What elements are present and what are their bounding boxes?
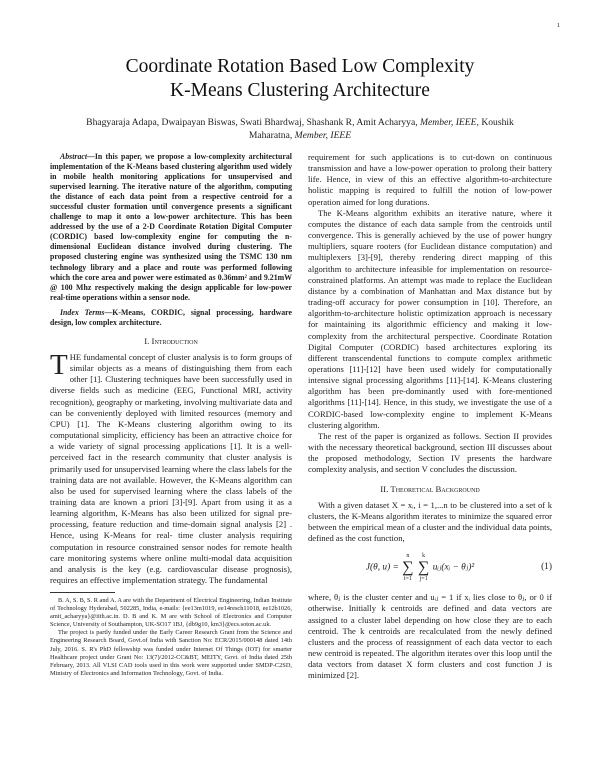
member-title-1: Member, IEEE [420, 117, 477, 128]
abstract-text: —In this paper, we propose a low-complexity architectural implementation of the K-Means based clustering algorithm used widely in mobile health monitoring applications for unsupervised and supervised learning. The iterative nature of the algorithm, computing the distance of each data point from a respective centroid for a successful cluster formation until convergence presents a significant challenge to map it onto a low-power architecture. This has been addressed by the use of a 2-D Coordinate Rotation Digital Computer (CORDIC) based low-complexity engine for computing the n-dimensional Euclidean distance involved during clustering. The proposed clustering engine was synthesized using the TSMC 130 nm technology library and a place and route was performed following which the core area and power were estimated as 0.36mm² and 9.21mW @ 100 Mhz respectively making the design applicable for low-power real-time operations within a sensor node. [50, 152, 292, 302]
footnote-affiliations: B. A, S. B, S. R and A. A are with the Department of Electrical Engineering, Indian Institute of Technology Hyderabad, 502285, India, e-mails: {ee13m1019, ee14resch11018, ee12b1026, amit_acharyya}@iith.ac.in. D. B and K. M are with School of Electronics and Computer Science, University of Southampton, UK-SO17 1BJ, {db9g10, km3}@ecs.soton.ac.uk. [50, 597, 292, 629]
member-title-2: Member, IEEE [294, 129, 352, 141]
sum-i-lower: i=1 [403, 575, 412, 582]
index-terms [50, 308, 292, 328]
background-paragraph-2: where, θⱼ is the cluster center and uᵢⱼ = 1 if xᵢ lies close to θⱼ, or 0 if otherwise. Initially k centroids are defined and data vectors are assigned to a cluster label depending on how close they are to each centroid. The k centroids are recalculated from the newly defined clusters and the process of reassignment of each data vector to each new centroid is repeated. The algorithm iterates over this loop until the data vectors from dataset X form clusters and cost function J is minimized [2]. [308, 592, 552, 681]
sum-j-lower: j=1 [419, 575, 428, 582]
author-list [70, 117, 530, 142]
author-line-2 [70, 130, 530, 143]
index-terms-text: —K-Means, CORDIC, signal processing, hardware design, low complex architecture. [50, 307, 293, 327]
equation-number: (1) [541, 561, 552, 572]
title-line-1: Coordinate Rotation Based Low Complexity [125, 56, 475, 77]
authors-names-2: Maharatna, [248, 129, 293, 141]
equation-lhs: J(θ, u) = [365, 562, 399, 573]
drop-cap: T [50, 348, 68, 381]
equation-1 [308, 547, 552, 587]
sum-i-upper: n [406, 552, 410, 559]
authors-names-tail: , Koushik [476, 117, 514, 128]
intro-paragraph-1-text: HE fundamental concept of cluster analysis is to form groups of similar objects as a means of distinguishing them from each other [1]. Clustering techniques have been successfully used in diverse fields such as medicine (EEG, Functional MRI, activity recognition), geography or marketing, involving multivariate data and can be conveniently deployed with limited resources (memory and CPU) [1]. The K-Means clustering algorithm owing to its computational simplicity, efficiency has been an attractive choice for a wide variety of signal processing applications [1]. It is a well-perceived fact in the research community that cluster analysis is primarily used for unsupervised learning where the class labels for the training data are not available. However, the K-Means algorithm can also be used for supervised learning where the class labels of the training data are known a priori [3]-[9]. Apart from using it as a learning algorithm, K-Means has also been utilized for signal pre-processing, feature reduction and time-domain signal analysis [2] . Hence, using K-Means for real- time cluster analysis requiring computation in resource constrained sensor nodes for remote health care monitoring systems where online multi-modal data acquisition and analysis is the key (e.g. cardiovascular disease prognosis), requires an effective implementation strategy. The fundamental [50, 351, 292, 586]
intro-paragraph-3: The rest of the paper is organized as follows. Section II provides with the necessary theoretical background, section III discusses about the proposed methodology, Section IV presents the hardware complexity analysis, and section V concludes the discussion. [308, 430, 552, 475]
abstract [50, 152, 292, 303]
left-column [50, 152, 292, 678]
title-line-2: K-Means Clustering Architecture [170, 80, 430, 101]
paper-title [40, 55, 560, 103]
sum-over-j [418, 552, 429, 583]
authors-names-1: Bhagyaraja Adapa, Dwaipayan Biswas, Swati Bhardwaj, Shashank R, Amit Acharyya, [86, 117, 418, 128]
intro-paragraph-continued: requirement for such applications is to cut-down on continuous transmission and have a low-power operation to prolong their battery life. Hence, in view of this an effective algorithm-to-architecture holistic mapping is required to fulfill the notion of low-power operation aimed for long durations. [308, 152, 552, 207]
equation-body [308, 552, 532, 583]
author-line-1 [70, 117, 530, 130]
section-2-heading: II. Theoretical Background [380, 483, 480, 494]
sum-j-upper: k [422, 552, 426, 559]
right-column [308, 152, 552, 682]
abstract-label: Abstract [60, 152, 88, 161]
equation-term: uᵢⱼ(xᵢ − θⱼ)² [432, 562, 475, 573]
section-1-heading: I. Introduction [144, 335, 198, 346]
intro-paragraph-2: The K-Means algorithm exhibits an iterative nature, where it computes the distance of each data sample from the centroids until convergence. This is generally achieved by the use of power hungry multipliers, square rooters (for Euclidean distance computation) and multiplexers [3]-[9], thereby rendering direct mapping of this algorithm to architecture infeasible for implementation on resource-constrained platforms. An attempt was made to replace the Euclidean distance by a combination of Manhattan and Max distance but by trading-off accuracy for power consumption in [10]. Therefore, an algorithm-to-architecture holistic optimization approach is necessary for maintaining its algorithmic efficiency and making it low-complexity from the architectural perspective. Coordinate Rotation Digital Computer (CORDIC) based architectures exploring its different transcendental functions to compute complex arithmetic operations [11]-[12] have been used widely for computationally intensive signal processing algorithms [11]-[14]. K-Means clustering algorithm has been pre-dominantly used with fore-mentioned algorithms [11]-[14]. Hence, in this study, we investigate the use of a CORDIC-based low-complexity engine to implement K-Means clustering algorithm. [308, 207, 552, 430]
background-paragraph-1: With a given dataset X = xᵢ, i = 1,...n to be clustered into a set of k clusters, the K-Means algorithm iterates to minimize the squared error between the empirical mean of a cluster and the individual data points, defined as the cost function, [308, 499, 552, 544]
sigma-symbol: ∑ [402, 558, 414, 576]
page-number: 1 [556, 22, 560, 29]
footnote-funding: The project is partly funded under the Early Career Research Grant from the Science and Engineering Research Board, Govt.of India with Sanction No: ECR/2015/000148 dated 14th July, 2016. S. R's PhD fellowship was funded under Internet Of Things (IOT) for smarter Healthcare project under Grant No: 13(7)/2012-CC&BT, MEITY, Govt. of India dated 25th February, 2013. All VLSI CAD tools used in this work were supported under SMDP-C2SD, Ministry of Electronics and Information Technology, Govt. of India. [50, 629, 292, 677]
footnote-rule [50, 592, 115, 593]
intro-paragraph-1 [50, 348, 292, 586]
index-terms-label: Index Terms [60, 307, 105, 317]
sigma-symbol: ∑ [417, 558, 430, 576]
sum-over-i [402, 552, 413, 583]
